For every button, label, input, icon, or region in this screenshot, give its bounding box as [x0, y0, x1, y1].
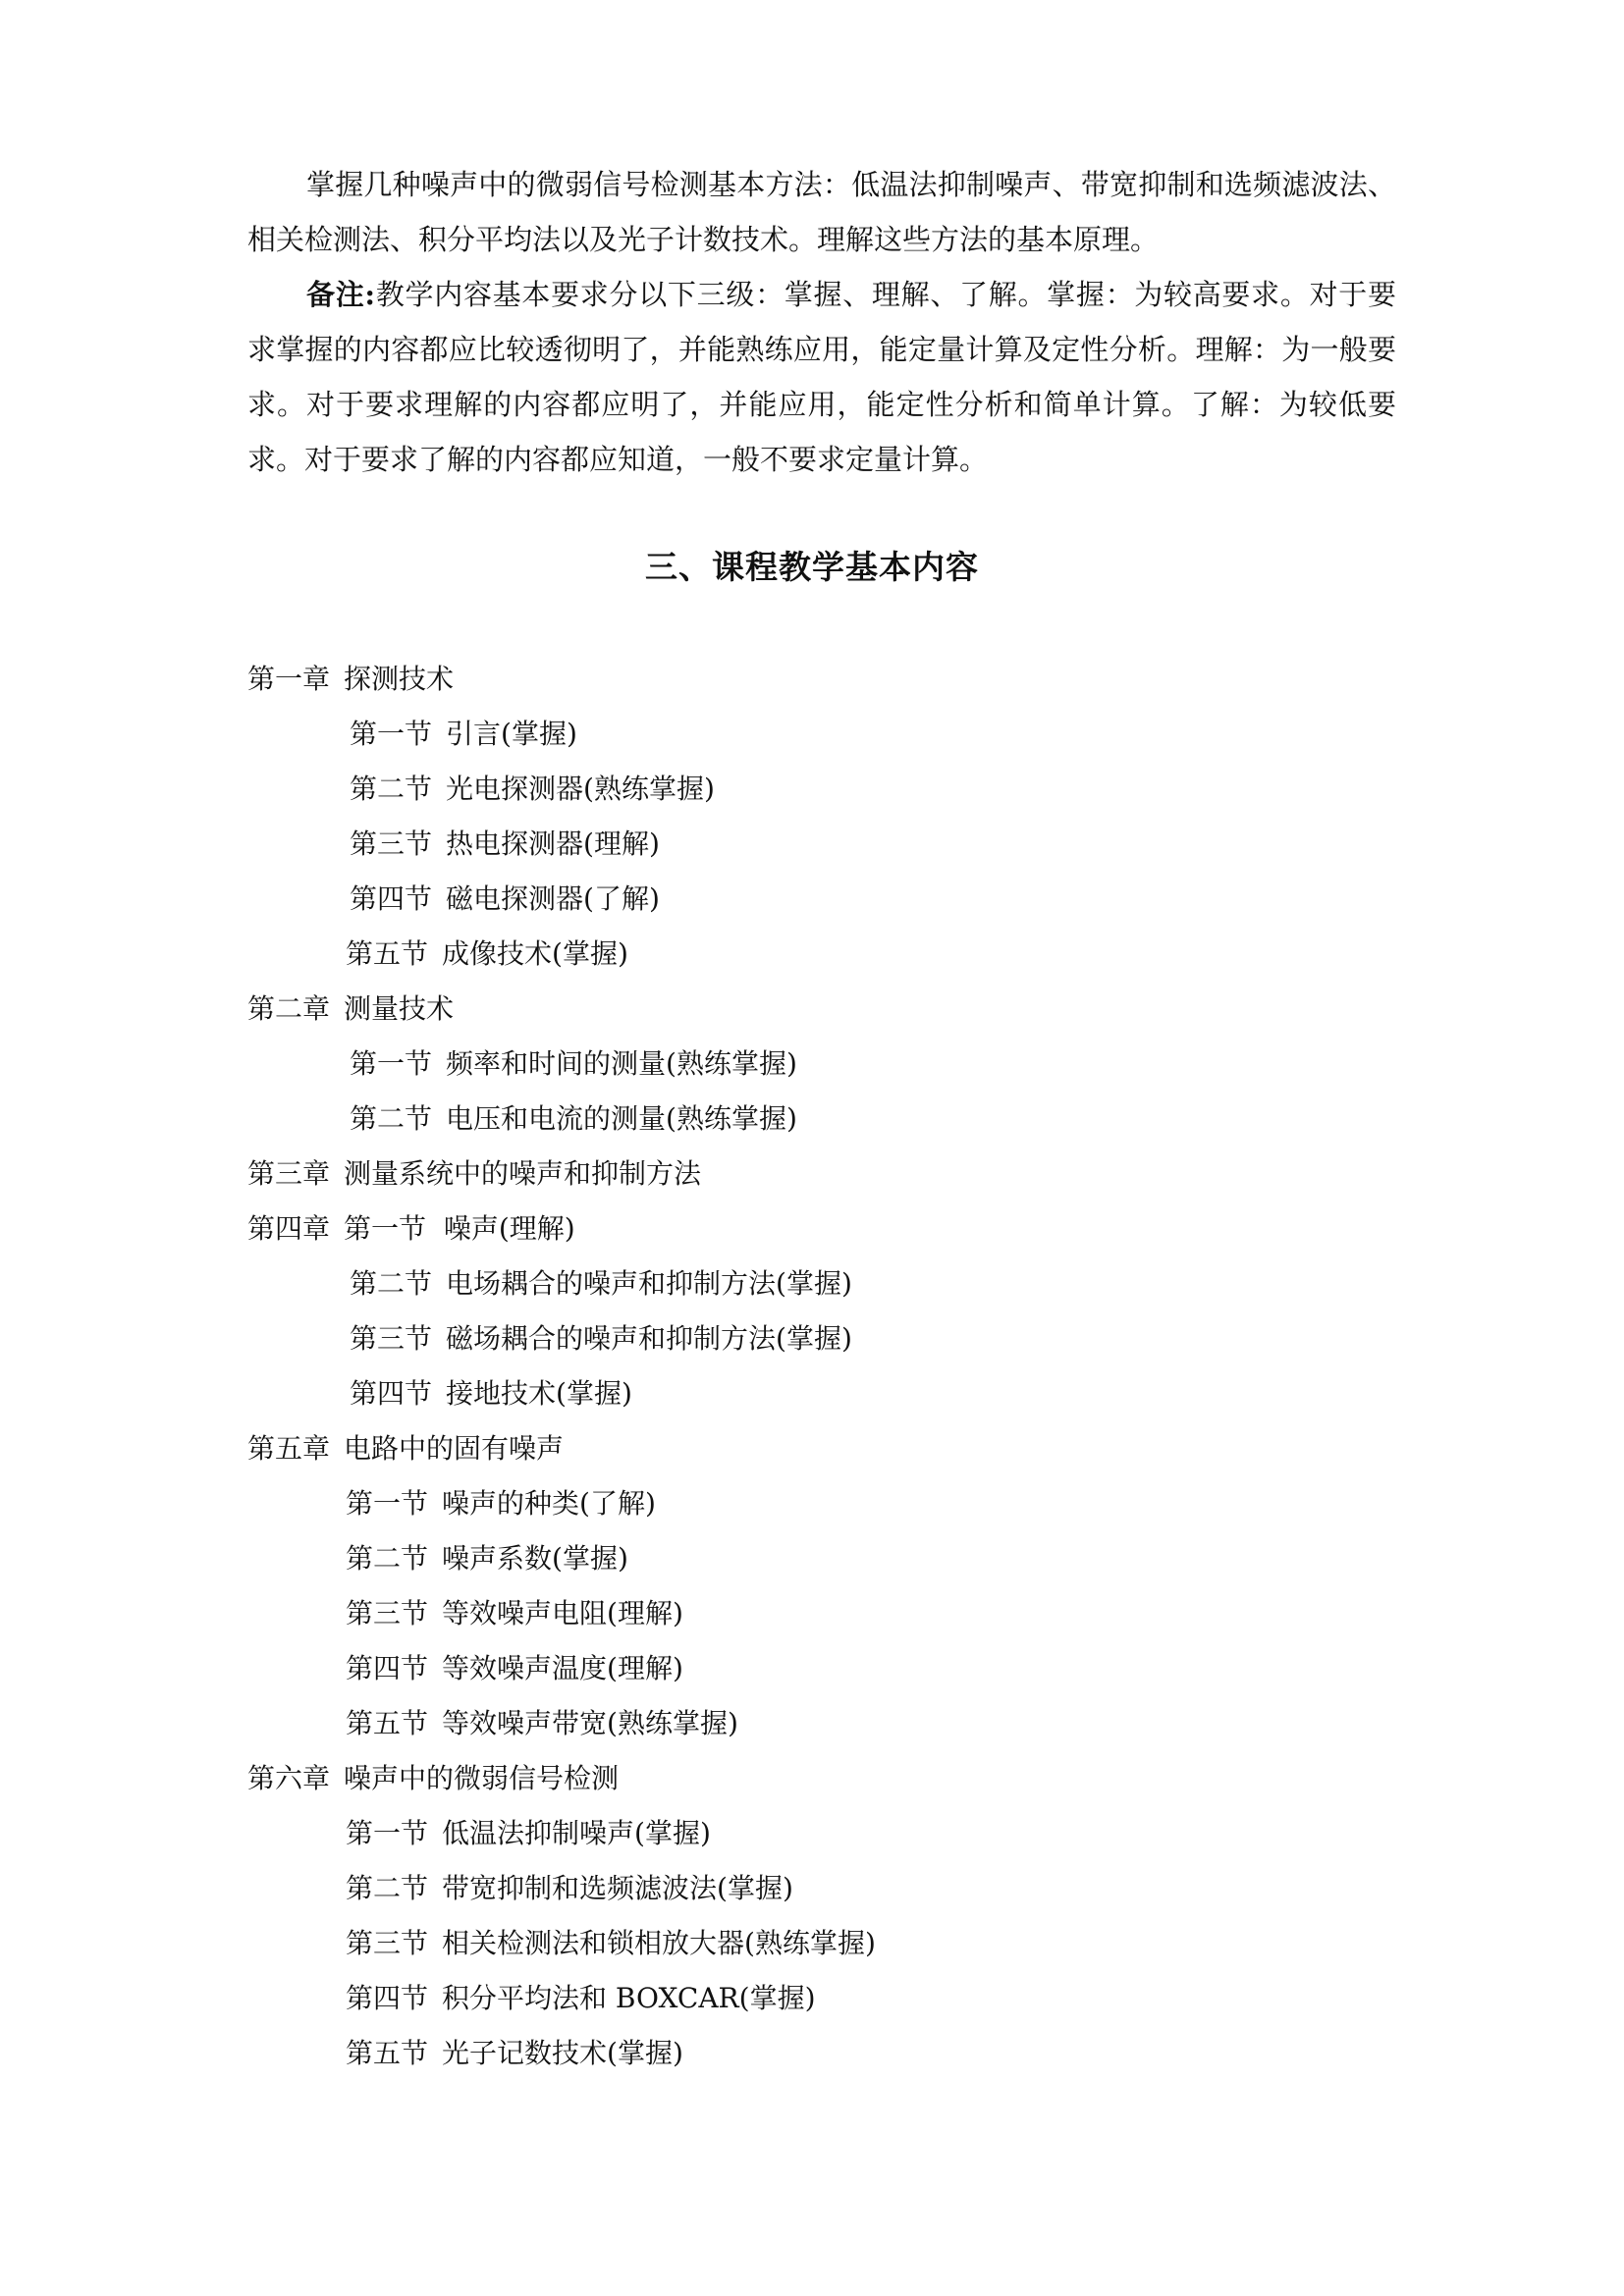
section-item — [247, 1586, 1396, 1641]
section-title-text: 热电探测器(理解) — [446, 828, 660, 860]
section-label: 第三节 — [346, 1597, 429, 1629]
section-title-text: 频率和时间的测量(熟练掌握) — [446, 1047, 797, 1080]
chapter-title: 电路中的固有噪声 — [344, 1432, 565, 1465]
section-label: 第四节 — [350, 882, 433, 915]
chapter-label: 第五章 — [247, 1432, 331, 1465]
section-title-text: 磁电探测器(了解) — [446, 882, 660, 915]
section-item — [247, 1092, 1396, 1147]
section-item — [247, 817, 1396, 872]
section-item — [247, 707, 1396, 762]
section-title-text: 电压和电流的测量(熟练掌握) — [446, 1102, 797, 1135]
chapter-4 — [247, 1201, 1396, 1256]
section-title-text: 引言(掌握) — [446, 718, 577, 750]
section-label: 第三节 — [346, 1927, 429, 1959]
section-label: 第一节 — [346, 1487, 429, 1520]
section-item — [247, 1256, 1396, 1311]
course-outline — [247, 652, 1396, 2081]
section-item — [247, 1806, 1396, 1861]
chapter-2 — [247, 982, 1396, 1037]
chapter-label: 第一章 — [247, 663, 331, 695]
section-label: 第四节 — [350, 1377, 433, 1410]
chapter-3 — [247, 1147, 1396, 1201]
section-title-text: 接地技术(掌握) — [446, 1377, 632, 1410]
chapter-label: 第三章 — [247, 1157, 331, 1190]
chapter-title: 测量系统中的噪声和抑制方法 — [344, 1157, 702, 1190]
section-item — [247, 762, 1396, 817]
section-title-text: 光电探测器(熟练掌握) — [446, 773, 715, 805]
section-label: 第四节 — [346, 1652, 429, 1684]
chapter-title: 测量技术 — [344, 992, 455, 1025]
section-item — [247, 1971, 1396, 2026]
section-label: 第五节 — [346, 937, 429, 970]
note-text: 教学内容基本要求分以下三级：掌握、理解、了解。掌握：为较高要求。对于要求掌握的内容都应比较透彻明了，并能熟练应用，能定量计算及定性分析。理解：为一般要求。对于要求理解的内容都应明了，并能应用，能定性分析和简单计算。了解：为较低要求。对于要求了解的内容都应知道，一般不要求定量计算。 — [247, 278, 1396, 476]
chapter-1 — [247, 652, 1396, 707]
section-item — [247, 1916, 1396, 1971]
section-title-text: 相关检测法和锁相放大器(熟练掌握) — [442, 1927, 876, 1959]
section-label: 第一节 — [350, 1047, 433, 1080]
section-item — [247, 2026, 1396, 2081]
intro-paragraph: 掌握几种噪声中的微弱信号检测基本方法：低温法抑制噪声、带宽抑制和选频滤波法、相关检测法、积分平均法以及光子计数技术。理解这些方法的基本原理。 — [247, 168, 1396, 256]
section-title-text: 噪声的种类(了解) — [442, 1487, 656, 1520]
section-title-text: 低温法抑制噪声(掌握) — [442, 1817, 711, 1849]
note-label: 备注: — [306, 278, 376, 311]
section-item — [247, 872, 1396, 927]
section-label: 第五节 — [346, 1707, 429, 1739]
section-item — [247, 927, 1396, 982]
section-label: 第五节 — [346, 2037, 429, 2069]
section-label: 第三节 — [350, 1322, 433, 1355]
section-label: 第一节 — [350, 718, 433, 750]
chapter-title: 噪声中的微弱信号检测 — [344, 1762, 620, 1794]
chapter-title: 探测技术 — [344, 663, 455, 695]
section-label: 第二节 — [346, 1542, 429, 1575]
section-item — [247, 1641, 1396, 1696]
chapter-label: 第二章 — [247, 992, 331, 1025]
section-title-text: 等效噪声电阻(理解) — [442, 1597, 683, 1629]
section-title-text: 光子记数技术(掌握) — [442, 2037, 683, 2069]
section-title: 三、课程教学基本内容 — [645, 548, 979, 586]
section-title-text: 积分平均法和 BOXCAR(掌握) — [442, 1982, 816, 2014]
section-title-text: 噪声系数(掌握) — [442, 1542, 628, 1575]
section-item — [247, 1531, 1396, 1586]
chapter-5 — [247, 1421, 1396, 1476]
chapter-label: 第六章 — [247, 1762, 331, 1794]
chapter-label: 第四章 — [247, 1212, 331, 1245]
section-item — [247, 1476, 1396, 1531]
section-label: 第二节 — [350, 773, 433, 805]
section-item — [247, 1861, 1396, 1916]
section-label: 第二节 — [346, 1872, 429, 1904]
chapter-title: 第一节 噪声(理解) — [344, 1212, 575, 1245]
note-paragraph — [247, 267, 1396, 487]
section-label: 第四节 — [346, 1982, 429, 2014]
section-label: 第二节 — [350, 1267, 433, 1300]
section-item — [247, 1696, 1396, 1751]
section-title-text: 等效噪声温度(理解) — [442, 1652, 683, 1684]
section-title-text: 成像技术(掌握) — [442, 937, 628, 970]
section-item — [247, 1037, 1396, 1092]
section-title-text: 等效噪声带宽(熟练掌握) — [442, 1707, 738, 1739]
section-title-text: 带宽抑制和选频滤波法(掌握) — [442, 1872, 793, 1904]
section-title-text: 磁场耦合的噪声和抑制方法(掌握) — [446, 1322, 852, 1355]
section-title-text: 电场耦合的噪声和抑制方法(掌握) — [446, 1267, 852, 1300]
section-label: 第三节 — [350, 828, 433, 860]
section-item — [247, 1311, 1396, 1366]
section-label: 第一节 — [346, 1817, 429, 1849]
section-item — [247, 1366, 1396, 1421]
section-label: 第二节 — [350, 1102, 433, 1135]
chapter-6 — [247, 1751, 1396, 1806]
